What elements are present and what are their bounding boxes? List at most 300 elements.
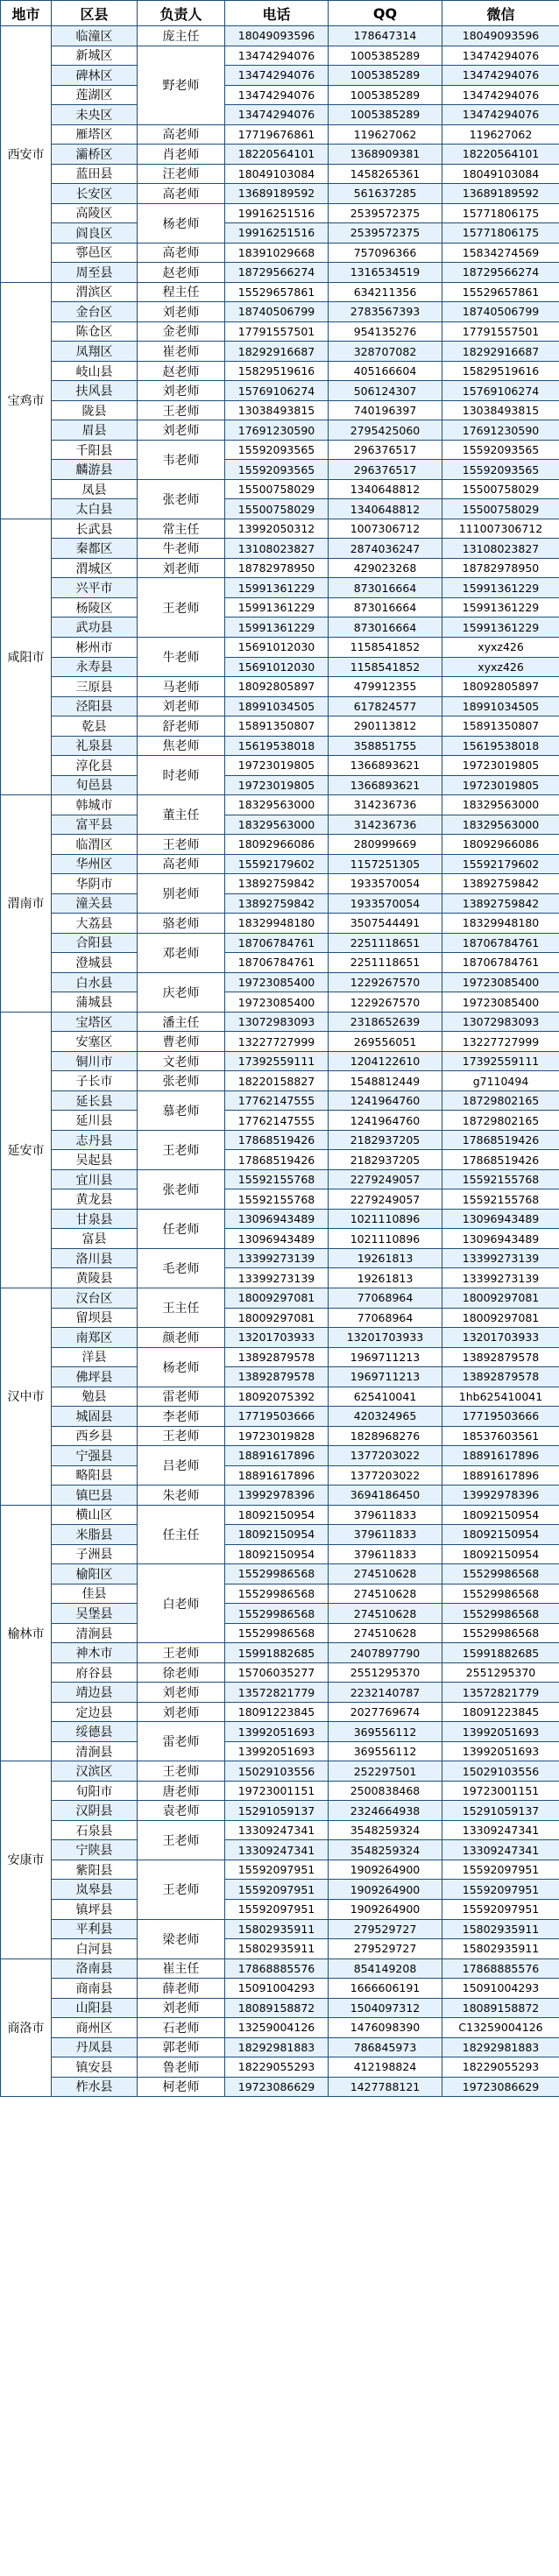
table-row [1, 1564, 559, 1584]
person-cell: 吕老师 [138, 1446, 225, 1486]
person-cell: 高老师 [138, 184, 225, 204]
person-cell: 邓老师 [138, 933, 225, 972]
table-row [1, 1899, 559, 1919]
person-cell: 刘老师 [138, 420, 225, 441]
city-cell: 西安市 [1, 26, 52, 283]
qq-cell: 379611833 [329, 1544, 442, 1564]
person-cell: 董主任 [138, 795, 225, 835]
wechat-cell: 13474294076 [442, 105, 559, 125]
table-row [1, 1505, 559, 1525]
person-cell: 庆老师 [138, 972, 225, 1012]
qq-cell: 1316534519 [329, 263, 442, 283]
person-cell: 常主任 [138, 519, 225, 539]
phone-cell: 19916251516 [225, 223, 329, 243]
person-cell: 肖老师 [138, 145, 225, 165]
person-cell: 张老师 [138, 479, 225, 519]
district-cell: 临渭区 [52, 835, 138, 855]
district-cell: 汉阴县 [52, 1801, 138, 1821]
person-cell: 王老师 [138, 835, 225, 855]
person-cell: 刘老师 [138, 302, 225, 322]
district-cell: 凤翔区 [52, 342, 138, 362]
phone-cell: 18891617896 [225, 1465, 329, 1486]
person-cell: 王老师 [138, 1761, 225, 1782]
wechat-cell: 18729802165 [442, 1111, 559, 1131]
wechat-cell: 15891350807 [442, 716, 559, 737]
district-cell: 秦都区 [52, 539, 138, 559]
district-cell: 铜川市 [52, 1051, 138, 1071]
wechat-cell: 13038493815 [442, 400, 559, 420]
qq-cell: 2279249057 [329, 1169, 442, 1189]
wechat-cell: 15291059137 [442, 1801, 559, 1821]
district-cell: 汉滨区 [52, 1761, 138, 1782]
qq-cell: 3548259324 [329, 1840, 442, 1860]
qq-cell: 19261813 [329, 1248, 442, 1268]
district-cell: 华阴市 [52, 874, 138, 894]
district-cell: 黄陵县 [52, 1268, 138, 1288]
wechat-cell: 18092150954 [442, 1525, 559, 1545]
district-cell: 横山区 [52, 1505, 138, 1525]
header-phone: 电话 [225, 1, 329, 26]
district-cell: 米脂县 [52, 1525, 138, 1545]
person-cell: 慕老师 [138, 1090, 225, 1130]
qq-cell: 412198824 [329, 2057, 442, 2078]
wechat-cell: 13309247341 [442, 1820, 559, 1840]
person-cell: 杨老师 [138, 203, 225, 243]
table-row [1, 381, 559, 401]
wechat-cell: 13201703933 [442, 1328, 559, 1348]
table-row [1, 243, 559, 263]
person-cell: 朱老师 [138, 1486, 225, 1506]
qq-cell: 740196397 [329, 400, 442, 420]
qq-cell: 3548259324 [329, 1820, 442, 1840]
wechat-cell: 13992978396 [442, 1486, 559, 1506]
qq-cell: 873016664 [329, 578, 442, 598]
person-cell: 马老师 [138, 677, 225, 697]
table-row [1, 756, 559, 776]
qq-cell: 290113812 [329, 716, 442, 737]
phone-cell: 15529986568 [225, 1623, 329, 1643]
qq-cell: 634211356 [329, 282, 442, 302]
phone-cell: 19916251516 [225, 203, 329, 223]
phone-cell: 13572821779 [225, 1683, 329, 1703]
phone-cell: 13892879578 [225, 1367, 329, 1387]
table-row [1, 1880, 559, 1900]
wechat-cell: 18049093596 [442, 26, 559, 46]
header-district: 区县 [52, 1, 138, 26]
wechat-cell: 18092966086 [442, 835, 559, 855]
phone-cell: 15091004293 [225, 1979, 329, 1999]
person-cell: 李老师 [138, 1407, 225, 1427]
wechat-cell: 15771806175 [442, 223, 559, 243]
phone-cell: 15529657861 [225, 282, 329, 302]
person-cell: 毛老师 [138, 1248, 225, 1288]
district-cell: 子长市 [52, 1071, 138, 1091]
district-cell: 石泉县 [52, 1820, 138, 1840]
qq-cell: 2182937205 [329, 1150, 442, 1170]
table-row [1, 1958, 559, 1979]
wechat-cell: 15592093565 [442, 460, 559, 480]
phone-cell: 15706035277 [225, 1662, 329, 1683]
qq-cell: 1241964760 [329, 1111, 442, 1131]
person-cell: 杨老师 [138, 1347, 225, 1387]
phone-cell: 15891350807 [225, 716, 329, 737]
wechat-cell: 17791557501 [442, 321, 559, 342]
phone-cell: 13474294076 [225, 66, 329, 86]
wechat-cell: 13309247341 [442, 1840, 559, 1860]
district-cell: 宜川县 [52, 1169, 138, 1189]
city-cell: 渭南市 [1, 795, 52, 1013]
qq-cell: 1007306712 [329, 519, 442, 539]
phone-cell: 18049103084 [225, 164, 329, 184]
qq-cell: 314236736 [329, 795, 442, 815]
wechat-cell: 18089158872 [442, 1998, 559, 2018]
table-row [1, 874, 559, 894]
phone-cell: 15592097951 [225, 1860, 329, 1880]
table-row [1, 1584, 559, 1604]
qq-cell: 420324965 [329, 1407, 442, 1427]
person-cell: 牛老师 [138, 539, 225, 559]
table-row [1, 361, 559, 381]
district-cell: 白河县 [52, 1939, 138, 1959]
table-row [1, 1465, 559, 1486]
table-row [1, 1741, 559, 1761]
qq-cell: 1158541852 [329, 657, 442, 677]
qq-cell: 506124307 [329, 381, 442, 401]
district-cell: 潼关县 [52, 893, 138, 914]
phone-cell: 19723019805 [225, 775, 329, 795]
district-cell: 志丹县 [52, 1130, 138, 1150]
district-cell: 三原县 [52, 677, 138, 697]
table-row [1, 1169, 559, 1189]
district-cell: 延川县 [52, 1111, 138, 1131]
phone-cell: 17762147555 [225, 1111, 329, 1131]
wechat-cell: 13227727999 [442, 1032, 559, 1052]
district-cell: 神木市 [52, 1643, 138, 1663]
wechat-cell: 18329563000 [442, 795, 559, 815]
district-cell: 永寿县 [52, 657, 138, 677]
qq-cell: 119627062 [329, 124, 442, 145]
wechat-cell: 15529986568 [442, 1584, 559, 1604]
district-cell: 紫阳县 [52, 1860, 138, 1880]
qq-cell: 274510628 [329, 1604, 442, 1624]
wechat-cell: 15592093565 [442, 440, 559, 460]
wechat-cell: xyxz426 [442, 657, 559, 677]
wechat-cell: 15991882685 [442, 1643, 559, 1663]
person-cell: 骆老师 [138, 914, 225, 934]
wechat-cell: 13072983093 [442, 1012, 559, 1032]
table-row [1, 1426, 559, 1446]
table-row [1, 1032, 559, 1052]
phone-cell: 18706784761 [225, 953, 329, 973]
table-row [1, 637, 559, 657]
district-cell: 泾阳县 [52, 696, 138, 716]
wechat-cell: 13096943489 [442, 1229, 559, 1249]
wechat-cell: 18706784761 [442, 933, 559, 953]
phone-cell: 13689189592 [225, 184, 329, 204]
person-cell: 刘老师 [138, 1998, 225, 2018]
qq-cell: 1340648812 [329, 499, 442, 519]
district-cell: 太白县 [52, 499, 138, 519]
person-cell: 焦老师 [138, 736, 225, 756]
header-qq: QQ [329, 1, 442, 26]
district-cell: 长武县 [52, 519, 138, 539]
phone-cell: 18009297081 [225, 1288, 329, 1309]
table-row [1, 263, 559, 283]
qq-cell: 405166604 [329, 361, 442, 381]
qq-cell: 328707082 [329, 342, 442, 362]
district-cell: 澄城县 [52, 953, 138, 973]
qq-cell: 1229267570 [329, 992, 442, 1013]
phone-cell: 19723086629 [225, 2077, 329, 2097]
table-row [1, 321, 559, 342]
table-row [1, 618, 559, 638]
city-cell: 安康市 [1, 1761, 52, 1958]
table-row [1, 893, 559, 914]
person-cell: 任老师 [138, 1209, 225, 1248]
table-row [1, 2037, 559, 2057]
wechat-cell: 15834274569 [442, 243, 559, 263]
district-cell: 兴平市 [52, 578, 138, 598]
qq-cell: 3694186450 [329, 1486, 442, 1506]
qq-cell: 2539572375 [329, 223, 442, 243]
wechat-cell: 18092150954 [442, 1505, 559, 1525]
qq-cell: 1427788121 [329, 2077, 442, 2097]
phone-cell: 18292916687 [225, 342, 329, 362]
phone-cell: 15291059137 [225, 1801, 329, 1821]
wechat-cell: xyxz426 [442, 637, 559, 657]
qq-cell: 873016664 [329, 618, 442, 638]
qq-cell: 77068964 [329, 1308, 442, 1328]
district-cell: 岚皋县 [52, 1880, 138, 1900]
phone-cell: 13108023827 [225, 539, 329, 559]
wechat-cell: 13892759842 [442, 874, 559, 894]
phone-cell: 19723001151 [225, 1781, 329, 1801]
wechat-cell: 18292981883 [442, 2037, 559, 2057]
table-row [1, 105, 559, 125]
wechat-cell: 15991361229 [442, 618, 559, 638]
table-row [1, 1820, 559, 1840]
district-cell: 甘泉县 [52, 1209, 138, 1229]
table-row [1, 2018, 559, 2038]
district-cell: 莲湖区 [52, 85, 138, 105]
wechat-cell: 18537603561 [442, 1426, 559, 1446]
table-row [1, 499, 559, 519]
table-row [1, 775, 559, 795]
qq-cell: 314236736 [329, 815, 442, 835]
header-wechat: 微信 [442, 1, 559, 26]
district-cell: 城固县 [52, 1407, 138, 1427]
phone-cell: 18049093596 [225, 26, 329, 46]
table-row [1, 992, 559, 1013]
wechat-cell: 15029103556 [442, 1761, 559, 1782]
phone-cell: 18391029668 [225, 243, 329, 263]
qq-cell: 1828968276 [329, 1426, 442, 1446]
wechat-cell: 15771806175 [442, 203, 559, 223]
phone-cell: 13309247341 [225, 1840, 329, 1860]
table-row [1, 1071, 559, 1091]
qq-cell: 429023268 [329, 558, 442, 578]
person-cell: 王老师 [138, 1860, 225, 1919]
header-row [1, 1, 559, 26]
table-row [1, 1387, 559, 1407]
phone-cell: 17719676861 [225, 124, 329, 145]
qq-cell: 1969711213 [329, 1367, 442, 1387]
phone-cell: 13892759842 [225, 893, 329, 914]
wechat-cell: 19723019805 [442, 756, 559, 776]
table-row [1, 1801, 559, 1821]
phone-cell: 15500758029 [225, 499, 329, 519]
city-cell: 商洛市 [1, 1958, 52, 2097]
wechat-cell: 119627062 [442, 124, 559, 145]
district-cell: 富平县 [52, 815, 138, 835]
table-row [1, 460, 559, 480]
phone-cell: 13992051693 [225, 1722, 329, 1742]
wechat-cell: 13474294076 [442, 85, 559, 105]
table-row [1, 124, 559, 145]
table-row [1, 342, 559, 362]
table-row [1, 815, 559, 835]
wechat-cell: 15769106274 [442, 381, 559, 401]
qq-cell: 2318652639 [329, 1012, 442, 1032]
wechat-cell: 13108023827 [442, 539, 559, 559]
wechat-cell: 13474294076 [442, 46, 559, 66]
table-row [1, 914, 559, 934]
wechat-cell: 13892759842 [442, 893, 559, 914]
qq-cell: 379611833 [329, 1525, 442, 1545]
phone-cell: 17392559111 [225, 1051, 329, 1071]
wechat-cell: 18329948180 [442, 914, 559, 934]
qq-cell: 1909264900 [329, 1860, 442, 1880]
district-cell: 千阳县 [52, 440, 138, 460]
table-row [1, 85, 559, 105]
qq-cell: 269556051 [329, 1032, 442, 1052]
table-row [1, 26, 559, 46]
phone-cell: 13096943489 [225, 1229, 329, 1249]
person-cell: 野老师 [138, 46, 225, 124]
table-row [1, 1051, 559, 1071]
phone-cell: 13201703933 [225, 1328, 329, 1348]
wechat-cell: 13096943489 [442, 1209, 559, 1229]
person-cell: 石老师 [138, 2018, 225, 2038]
qq-cell: 1005385289 [329, 85, 442, 105]
qq-cell: 1005385289 [329, 66, 442, 86]
wechat-cell: 19723085400 [442, 972, 559, 992]
phone-cell: 18729566274 [225, 263, 329, 283]
phone-cell: 15529986568 [225, 1564, 329, 1584]
table-row [1, 933, 559, 953]
district-cell: 杨陵区 [52, 597, 138, 618]
phone-cell: 18092150954 [225, 1505, 329, 1525]
qq-cell: 1021110896 [329, 1229, 442, 1249]
qq-cell: 2795425060 [329, 420, 442, 441]
table-row [1, 145, 559, 165]
district-cell: 西乡县 [52, 1426, 138, 1446]
district-cell: 宝塔区 [52, 1012, 138, 1032]
person-cell: 崔老师 [138, 342, 225, 362]
wechat-cell: 13892879578 [442, 1347, 559, 1367]
phone-cell: 18089158872 [225, 1998, 329, 2018]
table-row [1, 479, 559, 499]
district-cell: 陇县 [52, 400, 138, 420]
qq-cell: 2783567393 [329, 302, 442, 322]
qq-cell: 1229267570 [329, 972, 442, 992]
wechat-cell: g7110494 [442, 1071, 559, 1091]
phone-cell: 15991361229 [225, 597, 329, 618]
qq-cell: 279529727 [329, 1939, 442, 1959]
wechat-cell: 18729802165 [442, 1090, 559, 1111]
wechat-cell: 15592155768 [442, 1189, 559, 1210]
district-cell: 金台区 [52, 302, 138, 322]
district-cell: 佛坪县 [52, 1367, 138, 1387]
table-row [1, 203, 559, 223]
phone-cell: 15029103556 [225, 1761, 329, 1782]
phone-cell: 17719503666 [225, 1407, 329, 1427]
city-cell: 咸阳市 [1, 519, 52, 794]
qq-cell: 274510628 [329, 1584, 442, 1604]
phone-cell: 13992978396 [225, 1486, 329, 1506]
person-cell: 王主任 [138, 1288, 225, 1328]
phone-cell: 15529986568 [225, 1584, 329, 1604]
table-row [1, 1761, 559, 1782]
table-row [1, 657, 559, 677]
wechat-cell: 18229055293 [442, 2057, 559, 2078]
table-row [1, 1683, 559, 1703]
table-row [1, 1979, 559, 1999]
wechat-cell: 15592097951 [442, 1860, 559, 1880]
district-cell: 吴堡县 [52, 1604, 138, 1624]
qq-cell: 252297501 [329, 1761, 442, 1782]
wechat-cell: 2551295370 [442, 1662, 559, 1683]
wechat-cell: 17719503666 [442, 1407, 559, 1427]
person-cell: 梁老师 [138, 1919, 225, 1958]
district-cell: 未央区 [52, 105, 138, 125]
person-cell: 高老师 [138, 243, 225, 263]
person-cell: 王老师 [138, 1643, 225, 1663]
qq-cell: 77068964 [329, 1288, 442, 1309]
qq-cell: 2551295370 [329, 1662, 442, 1683]
person-cell: 潘主任 [138, 1012, 225, 1032]
wechat-cell: 18009297081 [442, 1288, 559, 1309]
table-row [1, 46, 559, 66]
qq-cell: 625410041 [329, 1387, 442, 1407]
district-cell: 佳县 [52, 1584, 138, 1604]
phone-cell: 15529986568 [225, 1604, 329, 1624]
qq-cell: 2279249057 [329, 1189, 442, 1210]
person-cell: 雷老师 [138, 1387, 225, 1407]
qq-cell: 2539572375 [329, 203, 442, 223]
phone-cell: 13992051693 [225, 1741, 329, 1761]
wechat-cell: 15529986568 [442, 1604, 559, 1624]
phone-cell: 13259004126 [225, 2018, 329, 2038]
table-row [1, 1662, 559, 1683]
phone-cell: 13072983093 [225, 1012, 329, 1032]
qq-cell: 1666606191 [329, 1979, 442, 1999]
wechat-cell: 15592179602 [442, 854, 559, 874]
table-row [1, 1367, 559, 1387]
qq-cell: 280999669 [329, 835, 442, 855]
phone-cell: 18092805897 [225, 677, 329, 697]
district-cell: 定边县 [52, 1702, 138, 1722]
district-cell: 韩城市 [52, 795, 138, 815]
district-cell: 眉县 [52, 420, 138, 441]
phone-cell: 17868519426 [225, 1130, 329, 1150]
wechat-cell: 18740506799 [442, 302, 559, 322]
district-cell: 乾县 [52, 716, 138, 737]
wechat-cell: 18009297081 [442, 1308, 559, 1328]
person-cell: 曹老师 [138, 1032, 225, 1052]
wechat-cell: 13474294076 [442, 66, 559, 86]
phone-cell: 15592179602 [225, 854, 329, 874]
